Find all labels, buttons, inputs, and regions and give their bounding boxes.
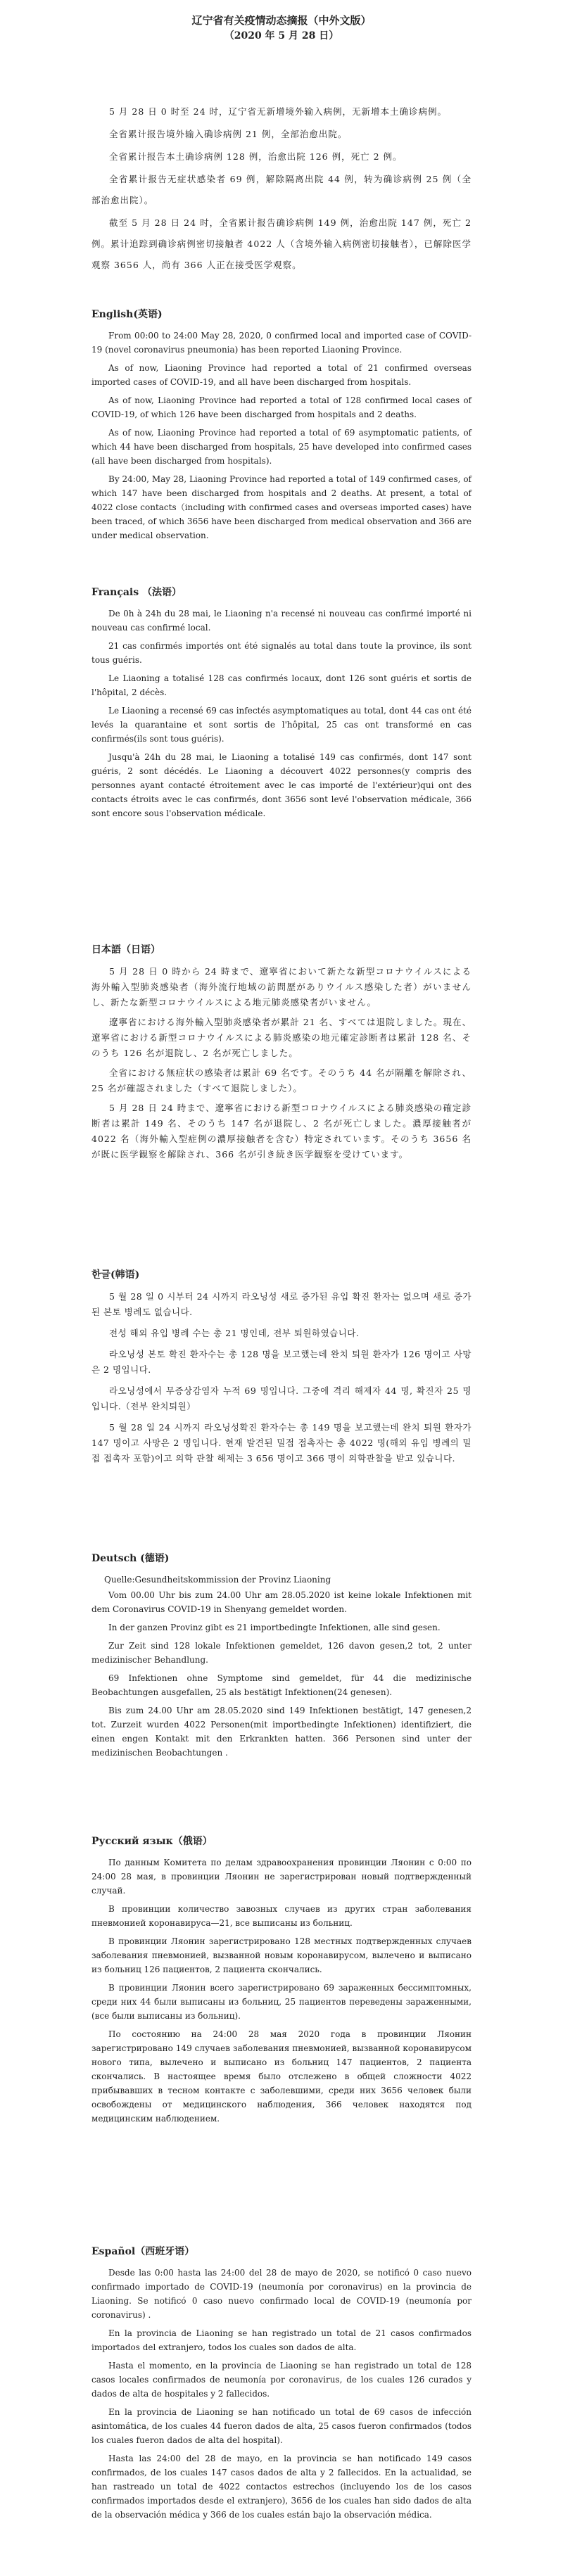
section-chinese — [91, 101, 472, 277]
paragraph: 5 월 28 일 0 시부터 24 시까지 라오닝성 새로 증가된 유입 확진 환자는 없으며 새로 증가된 본토 병례도 없습니다. — [91, 1291, 472, 1317]
paragraph: 截至 5 月 28 日 24 时，全省累计报告确诊病例 149 例，治愈出院 147 例，死亡 2 例。累计追踪到确诊病例密切接触者 4022 人（含境外输入病例密切接触者），已解除医学观察 3656 人，尚有 366 人正在接受医学观察。 — [91, 217, 472, 270]
paragraph: In der ganzen Provinz gibt es 21 importbedingte Infektionen, alle sind gesen. — [108, 1623, 441, 1632]
paragraph: Hasta el momento, en la provincia de Liaoning se han registrado un total de 128 casos locales confirmados de neumonía por coronavirus, de los cuales 126 curados y dados de alta de hospitales y 2 fallecidos. — [91, 2361, 472, 2399]
paragraph: 69 Infektionen ohne Symptome sind gemeldet, für 44 die medizinische Beobachtungen ausgefallen, 25 als bestätigt Infektionen(24 genesen). — [91, 1673, 472, 1697]
section-japanese — [91, 943, 472, 1167]
bulletin-header — [0, 0, 563, 44]
paragraph: В провинции Ляонин всего зарегистрировано 69 зараженных бессимптомных, среди них 44 были выписаны из больниц, 25 пациентов переведены зараженными, (все были выписаны из больниц). — [91, 1983, 472, 2021]
paragraph: 全省累计报告无症状感染者 69 例，解除隔离出院 44 例，转为确诊病例 25 例（全部治愈出院）。 — [91, 174, 472, 205]
paragraph: Desde las 0:00 hasta las 24:00 del 28 de mayo de 2020, se notificó 0 caso nuevo confirmado importado de COVID-19 (neumonía por coronavirus) en la provincia de Liaoning. Se notificó 0 caso nuevo confirmado local de COVID-19 (neumonía por coronavirus) . — [91, 2268, 472, 2320]
paragraph: 5 月 28 日 0 時から 24 時まで、遼寧省において新たな新型コロナウイルスによる海外輸入型肺炎感染者（海外流行地域の訪問歴がありウイルス感染した者）がいませんし、新たな新型コロナウイルスによる地元肺炎感染者がいません。 — [91, 966, 472, 1008]
paragraph: As of now, Liaoning Province had reported a total of 128 confirmed local cases of COVID-19, of which 126 have been discharged from hospitals and 2 deaths. — [91, 395, 472, 419]
section-korean — [91, 1268, 472, 1472]
paragraph: Le Liaoning a recensé 69 cas infectés asymptomatiques au total, dont 44 cas ont été levés la quarantaine et sont sortis de l'hôpital, 25 cas ont transformé en cas confirmés(ils sont tous guéris). — [91, 706, 472, 744]
paragraph: По данным Комитета по делам здравоохранения провинции Ляонин с 0:00 по 24:00 28 мая, в провинции Ляонин не зарегистрирован новый подтвержденный случай. — [91, 1858, 472, 1896]
section-heading: English(英语) — [91, 309, 163, 320]
paragraph: 전성 해외 유입 병례 수는 총 21 명인데, 전부 퇴원하였습니다. — [109, 1328, 360, 1338]
section-heading: Français （法语） — [91, 587, 182, 598]
paragraph: 5 월 28 일 24 시까지 라오닝성확진 환자수는 총 149 명을 보고했는데 완치 퇴원 환자가 147 명이고 사망은 2 명입니다. 현재 발견된 밀접 접촉자는 총 4022 명(해외 유입 병례의 밀접 접촉자 포함)이고 의학 관찰 해제는 3 656 명이고 366 명이 의학관찰을 받고 있습니다. — [91, 1422, 472, 1464]
paragraph: 全省における無症状の感染者は累計 69 名です。そのうち 44 名が隔離を解除され、25 名が確認されました（すべて退院しました）。 — [91, 1067, 472, 1093]
paragraph: Zur Zeit sind 128 lokale Infektionen gemeldet, 126 davon gesen,2 tot, 2 unter medizinischer Behandlung. — [91, 1641, 472, 1665]
page-title: 辽宁省有关疫情动态摘报（中外文版） — [191, 14, 372, 27]
section-heading: Español（西班牙语） — [91, 2246, 195, 2257]
paragraph: 遼寧省における海外輸入型肺炎感染者が累計 21 名、すべては退院しました。現在、遼寧省における新型コロナウイルスによる肺炎感染の地元確定診断者は累計 128 名、そのうち 126 名が退院し、2 名が死亡しました。 — [91, 1017, 472, 1058]
paragraph: As of now, Liaoning Province had reported a total of 69 asymptomatic patients, of which 44 have been discharged from hospitals, 25 have developed into confirmed cases (all have been discharged from hospitals). — [91, 428, 472, 466]
paragraph: By 24:00, May 28, Liaoning Province had reported a total of 149 confirmed cases, of which 147 have been discharged from hospitals and 2 deaths. At present, a total of 4022 close contacts（including with confirmed cases and overseas imported cases) have been traced, of which 3656 have been discharged from medical observation and 366 are under medical observation. — [91, 474, 472, 540]
paragraph: 라오닝성에서 무증상감염자 누적 69 명입니다. 그중에 격리 해제자 44 명, 확진자 25 명입니다.（전부 완치퇴원） — [91, 1385, 472, 1411]
paragraph: Vom 00.00 Uhr bis zum 24.00 Uhr am 28.05.2020 ist keine lokale Infektionen mit dem Coronavirus COVID-19 in Shenyang gemeldet worden. — [91, 1590, 472, 1614]
section-french — [91, 585, 472, 825]
paragraph: En la provincia de Liaoning se han registrado un total de 21 casos confirmados importados del extranjero, todos los cuales son dados de alta. — [91, 2328, 472, 2352]
section-heading: 한글(韩语) — [91, 1269, 140, 1281]
section-german — [91, 1552, 472, 1764]
section-english — [91, 307, 472, 547]
paragraph: 5 月 28 日 0 时至 24 时，辽宁省无新增境外输入病例，无新增本土确诊病例。 — [109, 106, 448, 117]
paragraph: From 00:00 to 24:00 May 28, 2020, 0 confirmed local and imported case of COVID-19 (novel coronavirus pneumonia) has been reported Liaoning Province. — [91, 331, 472, 355]
section-spanish — [91, 2245, 472, 2526]
paragraph: As of now, Liaoning Province had reported a total of 21 confirmed overseas imported cases of COVID-19, and all have been discharged from hospitals. — [91, 363, 472, 387]
paragraph: 21 cas confirmés importés ont été signalés au total dans toute la province, ils sont tous guéris. — [91, 641, 472, 665]
paragraph: Hasta las 24:00 del 28 de mayo, en la provincia se han notificado 149 casos confirmados, de los cuales 147 casos dados de alta y 2 fallecidos. En la actualidad, se han rastreado un total de 4022 contactos estrechos (incluyendo los de los casos confirmados importados desde el extranjero), 3656 de los cuales han sido dados de alta de la observación médica y 366 de los cuales están bajo la observación médica. — [91, 2454, 472, 2520]
paragraph: De 0h à 24h du 28 mai, le Liaoning n'a recensé ni nouveau cas confirmé importé ni nouveau cas confirmé local. — [91, 609, 472, 633]
paragraph: 全省累计报告本土确诊病例 128 例，治愈出院 126 例，死亡 2 例。 — [109, 151, 403, 162]
paragraph: Jusqu'à 24h du 28 mai, le Liaoning a totalisé 149 cas confirmés, dont 147 sont guéris, 2 sont décédés. Le Liaoning a découvert 4022 personnes(y compris des personnes ayant contacté étroitement avec le cas importé de l'extérieur)qui ont des contacts étroits avec le cas confirmés, dont 3656 sont levé l'observation médicale, 366 sont encore sous l'observation médicale. — [91, 752, 472, 818]
paragraph: Le Liaoning a totalisé 128 cas confirmés locaux, dont 126 sont guéris et sortis de l'hôpital, 2 décès. — [91, 673, 472, 697]
paragraph: 5 月 28 日 24 時まで、遼寧省における新型コロナウイルスによる肺炎感染の確定診断者は累計 149 名、そのうち 147 名が退院し、2 名が死亡しました。濃厚接触者が 4022 名（海外輸入型症例の濃厚接触者を含む）特定されています。そのうち 3656 名が既に医学観察を解除され、366 名が引き続き医学観察を受けています。 — [91, 1103, 472, 1160]
paragraph: В провинции количество завозных случаев из других стран заболевания пневмонией коронавируса—21, все выписаны из больниц. — [91, 1904, 472, 1928]
paragraph: Bis zum 24.00 Uhr am 28.05.2020 sind 149 Infektionen bestätigt, 147 genesen,2 tot. Zurzeit wurden 4022 Personen(mit importbedingte Infektionen) identifiziert, die einen engen Kontakt mit den Erkrankten hatten. 366 Personen sind unter der medizinischen Beobachtungen . — [91, 1706, 472, 1758]
paragraph: 라오닝성 본토 확진 환자수는 총 128 명을 보고했는데 완치 퇴원 환자가 126 명이고 사망은 2 명입니다. — [91, 1349, 472, 1375]
source-line: Quelle:Gesundheitskommission der Provinz Liaoning — [104, 1575, 331, 1585]
paragraph: En la provincia de Liaoning se han notificado un total de 69 casos de infección asintomática, de los cuales 44 fueron dados de alta, 25 casos fueron confirmados (todos los cuales fueron dados de alta del hospital). — [91, 2407, 472, 2445]
paragraph: В провинции Ляонин зарегистрировано 128 местных подтвержденных случаев заболевания пневмонией, вызванной новым коронавирусом, вылечено и выписано из больниц 126 пациентов, 2 пациента скончались. — [91, 1936, 472, 1974]
section-russian — [91, 1834, 472, 2130]
section-heading: Русский язык（俄语） — [91, 1836, 213, 1847]
paragraph: По состоянию на 24:00 28 мая 2020 года в провинции Ляонин зарегистрировано 149 случаев заболевания пневмонией, вызванной коронавирусом нового типа, вылечено и выписано из больниц 147 пациентов, 2 пациента скончались. В настоящее время было отслежено в общей сложности 4022 прибывавших в тесном контакте с заболевшими, среди них 3656 человек были освобождены от медицинского наблюдения, 366 человек находятся под медицинским наблюдением. — [91, 2029, 472, 2124]
paragraph: 全省累计报告境外输入确诊病例 21 例，全部治愈出院。 — [109, 129, 348, 139]
page-date: （2020 年 5 月 28 日） — [224, 30, 339, 42]
section-heading: 日本語（日语） — [91, 944, 160, 956]
section-heading: Deutsch (德语) — [91, 1553, 170, 1564]
